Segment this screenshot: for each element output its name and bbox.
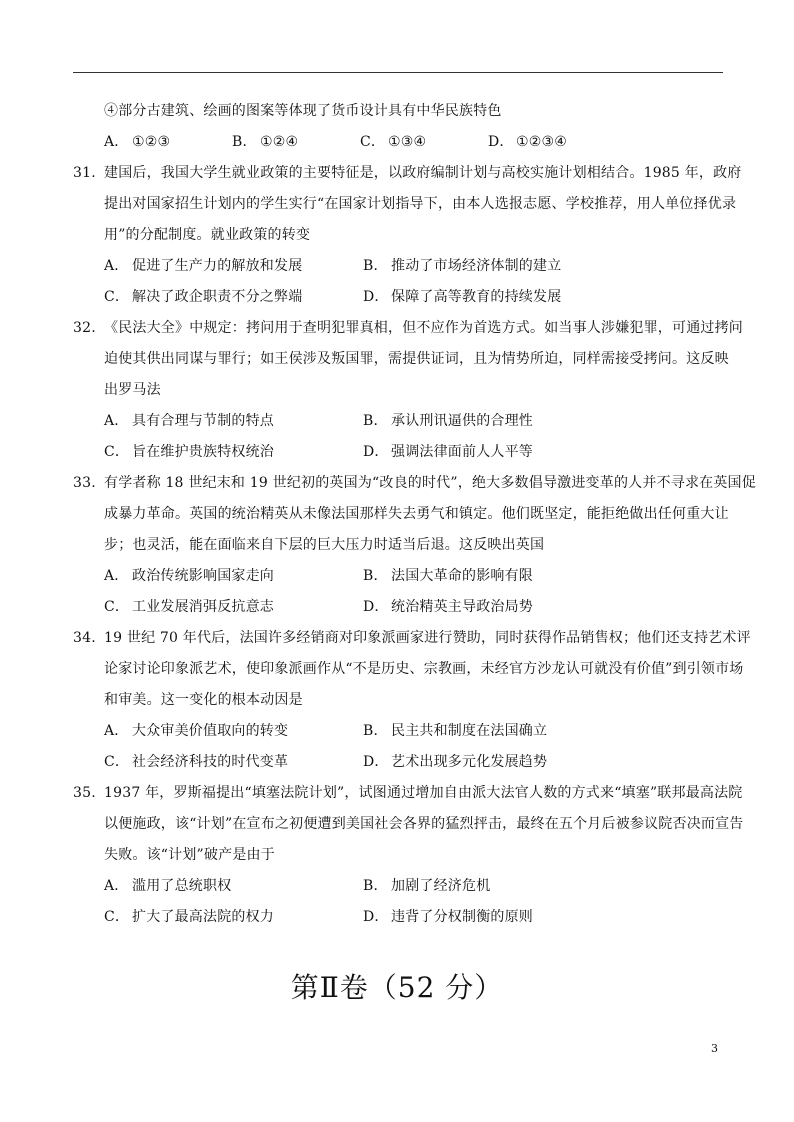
header-rule: [73, 72, 723, 73]
question-number: 34.: [73, 630, 96, 646]
options-row: [73, 251, 723, 282]
option-d: D． 强调法律面前人人平等: [363, 444, 533, 460]
question-stem-line: 失败。该“计划”破产是由于: [104, 847, 275, 863]
question-stem-line: 出罗马法: [104, 382, 161, 398]
question-stem-line: 31. 建国后，我国大学生就业政策的主要特征是，以政府编制计划与高校实施计划相结合。1985 年，政府: [73, 158, 723, 189]
q30-option-a: A． ①②③: [104, 134, 171, 150]
option-b: B． 承认刑讯逼供的合理性: [363, 413, 533, 429]
option-d: D． 保障了高等教育的持续发展: [363, 289, 562, 305]
question-34: [73, 623, 751, 778]
page-number: 3: [711, 1042, 718, 1055]
question-33: [73, 468, 756, 623]
option-a: A． 具有合理与节制的特点: [104, 413, 274, 429]
option-a: A． 政治传统影响国家走向: [104, 568, 274, 584]
section-title: 第Ⅱ卷（52 分）: [290, 971, 504, 1004]
question-stem-line: 34. 19 世纪 70 年代后，法国许多经销商对印象派画家进行赞助，同时获得作品销售权；他们还支持艺术评: [73, 623, 723, 654]
question-31: [73, 158, 742, 313]
options-row: [73, 561, 723, 592]
question-stem-line: 35. 1937 年，罗斯福提出“填塞法院计划”，试图通过增加自由派大法官人数的方式来“填塞”联邦最高法院: [73, 778, 723, 809]
options-row: [73, 406, 723, 437]
options-row: [73, 592, 723, 623]
q30-statement-4: ④部分古建筑、绘画的图案等体现了货币设计具有中华民族特色: [104, 103, 502, 119]
q30-options: [73, 127, 723, 158]
question-stem-line: 提出对国家招生计划内的学生实行“在国家计划指导下，由本人选报志愿、学校推荐，用人单位择优录: [104, 196, 737, 212]
question-35: [73, 778, 744, 933]
question-number: 33.: [73, 475, 96, 491]
option-c: C． 解决了政企职责不分之弊端: [104, 289, 303, 305]
option-d: D． 统治精英主导政治局势: [363, 599, 533, 615]
question-32: [73, 313, 743, 468]
q30-option-c: C． ①③④: [360, 134, 427, 150]
option-c: C． 扩大了最高法院的权力: [104, 909, 274, 925]
options-row: [73, 902, 723, 933]
question-stem-line: 33. 有学者称 18 世纪末和 19 世纪初的英国为“改良的时代”，绝大多数倡导激进变革的人并不寻求在英国促: [73, 468, 723, 499]
option-a: A． 滥用了总统职权: [104, 878, 232, 894]
option-c: C． 工业发展消弭反抗意志: [104, 599, 274, 615]
question-number: 35.: [73, 785, 96, 801]
question-stem-line: 步；也灵活，能在面临来自下层的巨大压力时适当后退。这反映出英国: [104, 537, 545, 553]
q30-option-b: B． ①②④: [232, 134, 299, 150]
q30-option-d: D． ①②③④: [488, 134, 568, 150]
question-number: 32.: [73, 320, 96, 336]
option-d: D． 艺术出现多元化发展趋势: [363, 754, 548, 770]
question-content: [73, 96, 756, 933]
option-a: A． 促进了生产力的解放和发展: [104, 258, 303, 274]
question-number: 31.: [73, 165, 96, 181]
question-stem-line: 论家讨论印象派艺术，使印象派画作从“不是历史、宗教画，未经官方沙龙认可就没有价值”到引领市场: [104, 661, 744, 677]
options-row: [73, 716, 723, 747]
options-row: [73, 871, 723, 902]
options-row: [73, 437, 723, 468]
option-a: A． 大众审美价值取向的转变: [104, 723, 289, 739]
option-b: B． 法国大革命的影响有限: [363, 568, 533, 584]
options-row: [73, 747, 723, 778]
option-d: D． 违背了分权制衡的原则: [363, 909, 533, 925]
option-b: B． 推动了市场经济体制的建立: [363, 258, 562, 274]
question-stem-line: 迫使其供出同谋与罪行；如王侯涉及叛国罪，需提供证词，且为情势所迫，同样需接受拷问。这反映: [104, 351, 729, 367]
option-c: C． 社会经济科技的时代变革: [104, 754, 289, 770]
question-stem-line: 32. 《民法大全》中规定：拷问用于查明犯罪真相，但不应作为首选方式。如当事人涉嫌犯罪，可通过拷问: [73, 313, 723, 344]
option-c: C． 旨在维护贵族特权统治: [104, 444, 274, 460]
option-b: B． 加剧了经济危机: [363, 878, 491, 894]
question-stem-line: 成暴力革命。英国的统治精英从未像法国那样失去勇气和镇定。他们既坚定，能拒绝做出任何重大让: [104, 506, 729, 522]
question-stem-line: 和审美。这一变化的根本动因是: [104, 692, 303, 708]
option-b: B． 民主共和制度在法国确立: [363, 723, 548, 739]
options-row: [73, 282, 723, 313]
question-stem-line: 以便施政，该“计划”在宣布之初便遭到美国社会各界的猛烈抨击，最终在五个月后被参议院否决而宣告: [104, 816, 744, 832]
question-stem-line: 用”的分配制度。就业政策的转变: [104, 227, 311, 243]
